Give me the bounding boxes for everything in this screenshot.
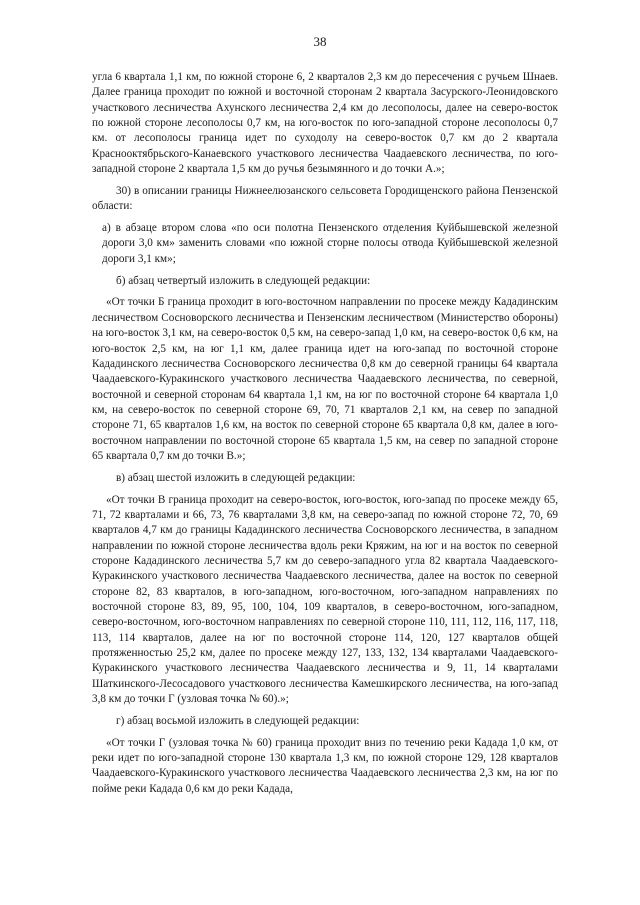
amendment-a xyxy=(92,221,558,267)
document-body xyxy=(92,70,558,797)
paragraph-quote-b: «От точки Б граница проходит в юго-восточном направлении по просеке между Кададинским лесничеством Сосноворского лесничества и Пензенским лесничеством (Министерство обороны) на юго-восток 3,1 км, на северо-восток 0,5 км, на северо-запад 1,0 км, на северо-восток 0,6 км, на юго-восток 2,5 км, на юг 1,1 км, далее граница идет на юго-запад по восточной стороне Кададинского лесничества Сосноворского лесничества 0,8 км до северной границы 64 квартала Чаадаевского-Куракинского участкового лесничества Чаадаевского лесничества, по северной, восточной и северной сторонам 64 квартала 1,1 км, на юг по восточной стороне 64 квартала 1,0 км, на северо-восток по северной стороне 69, 70, 71 кварталов 2,1 км, на север по западной стороне 71, 65 кварталов 1,6 км, на восток по северной стороне 65 квартала 0,8 км, далее в юго-восточном направлении по восточной стороне 65 квартала 1,5 км, на север по западной стороне 65 квартала 0,7 км до точки В.»; xyxy=(92,296,558,462)
paragraph-quote-v: «От точки В граница проходит на северо-восток, юго-восток, юго-запад по просеке между 65, 71, 72 кварталами и 66, 73, 76 кварталами 3,8 км, на северо-запад по южной стороне 72, 70, 69 кварталов 4,7 км до границы Кададинского лесничества Сосноворского лесничества, в западном направлении по южной стороне лесничества вдоль реки Кряжим, на юг и на восток по северной стороне Кададинского лесничества 5,7 км до северо-западного угла 82 квартала Чаадаевского-Куракинского участкового лесничества Чаадаевского лесничества, далее на восток по северной стороне 82, 83 кварталов, в юго-западном, юго-восточном, юго-западном направлениях по восточной стороне 83, 89, 95, 100, 104, 109 кварталов, в северо-восточном, юго-западном, северо-восточном, юго-восточном направлениях по северной стороне 110, 111, 112, 116, 117, 118, 113, 114 кварталов, далее на юг по восточной стороне 114, 120, 127 кварталов общей протяженностью 25,2 км, далее по просеке между 127, 133, 132, 134 кварталами Чаадаевского-Куракинского участкового лесничества Чаадаевского лесничества и 9, 11, 14 кварталами Шаткинского-Лесосадового участкового лесничества Камешкирского лесничества, на юго-запад 3,8 км до точки Г (узловая точка № 60).»; xyxy=(92,493,558,706)
paragraph-item-a: а) в абзаце втором слова «по оси полотна Пензенского отделения Куйбышевской железной дороги 3,0 км» заменить словами «по южной сторне полосы отвода Куйбышевской железной дороги 3,1 км»; xyxy=(102,222,558,265)
page-number: 38 xyxy=(313,34,327,49)
paragraph-item-g: г) абзац восьмой изложить в следующей редакции: xyxy=(116,714,360,727)
paragraph-item-b: б) абзац четвертый изложить в следующей редакции: xyxy=(116,274,371,287)
paragraph-item-30: 30) в описании границы Нижнеелюзанского сельсовета Городищенского района Пензенской области: xyxy=(92,184,558,213)
paragraph-item-v: в) абзац шестой изложить в следующей редакции: xyxy=(116,471,356,484)
paragraph-continuation: угла 6 квартала 1,1 км, по южной стороне 6, 2 кварталов 2,3 км до пересечения с ручьем Шнаев. Далее граница проходит по южной и восточной сторонам 2 квартала Засурского-Леонидовского участкового лесничества Ахунского лесничества 2,4 км до лесополосы, далее на северо-восток по южной стороне лесополосы 0,7 км, на юго-восток по юго-западной стороне лесополосы 0,7 км. от лесополосы граница идет по суходолу на северо-восток 0,7 км до 2 квартала Краснооктябрьского-Канаевского участкового лесничества Чаадаевского лесничества, по юго-западной стороне 2 квартала 1,5 км до ручья безымянного и до точки А.»; xyxy=(92,71,558,176)
paragraph-quote-g: «От точки Г (узловая точка № 60) граница проходит вниз по течению реки Кадада 1,0 км, от реки идет по юго-западной стороне 130 квартала 1,3 км, по южной стороне 129, 128 кварталов Чаадаевского-Куракинского участкового лесничества Чаадаевского лесничества 2,3 км, на юг по пойме реки Кадада 0,6 км до реки Кадада, xyxy=(92,736,558,795)
